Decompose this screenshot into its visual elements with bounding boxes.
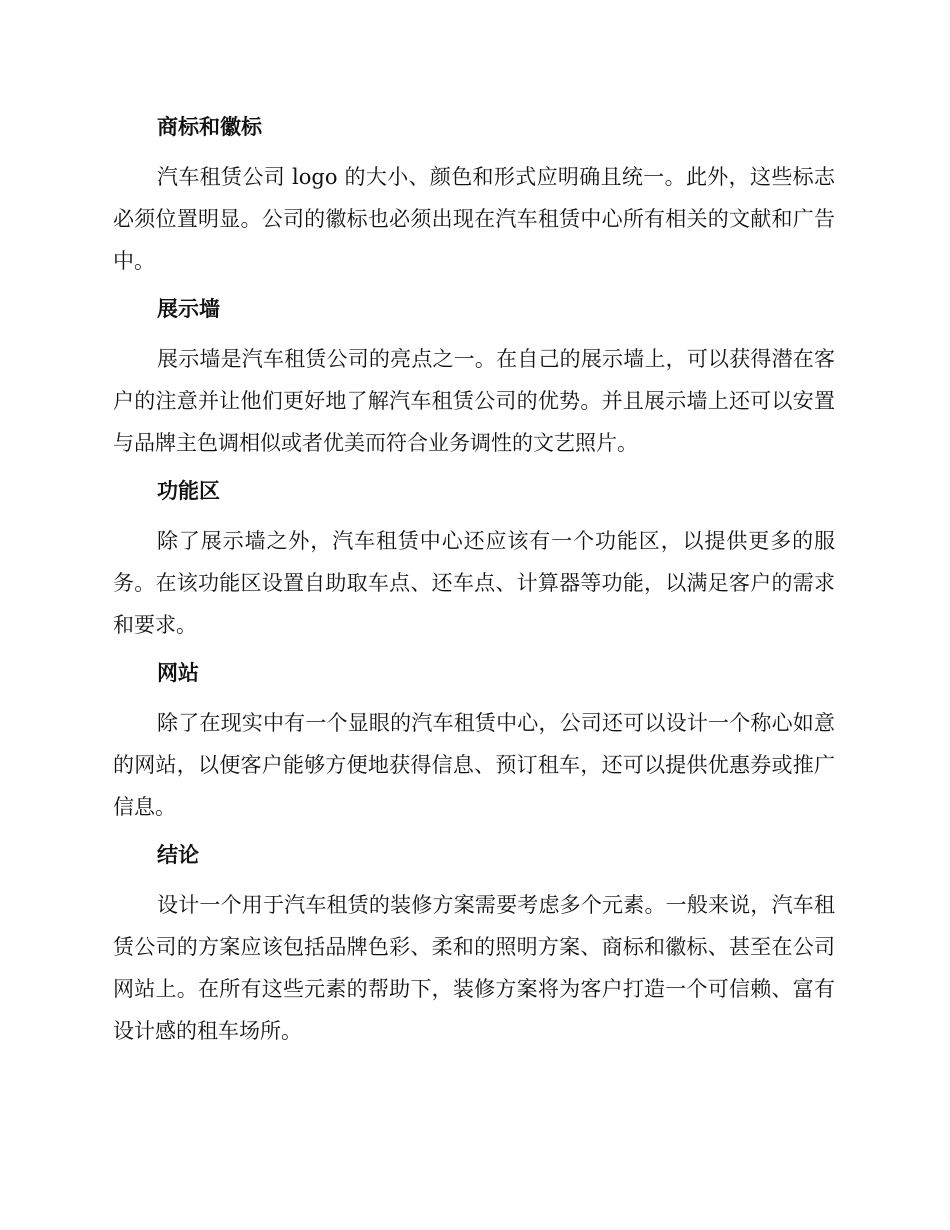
section-heading-logo: 商标和徽标	[157, 115, 262, 139]
section-paragraph-website: 除了在现实中有一个显眼的汽车租赁中心，公司还可以设计一个称心如意的网站，以便客户能够方便地获得信息、预订租车，还可以提供优惠券或推广信息。	[113, 711, 835, 819]
section-heading-conclusion: 结论	[157, 843, 199, 867]
section-heading-website: 网站	[157, 661, 199, 685]
section-paragraph-function-area: 除了展示墙之外，汽车租赁中心还应该有一个功能区，以提供更多的服务。在该功能区设置自助取车点、还车点、计算器等功能，以满足客户的需求和要求。	[113, 529, 835, 637]
section-paragraph-logo: 汽车租赁公司 logo 的大小、颜色和形式应明确且统一。此外，这些标志必须位置明显。公司的徽标也必须出现在汽车租赁中心所有相关的文献和广告中。	[113, 165, 835, 273]
section-paragraph-display-wall: 展示墙是汽车租赁公司的亮点之一。在自己的展示墙上，可以获得潜在客户的注意并让他们更好地了解汽车租赁公司的优势。并且展示墙上还可以安置与品牌主色调相似或者优美而符合业务调性的文艺照片。	[113, 347, 835, 455]
section-heading-function-area: 功能区	[157, 479, 220, 503]
document-body	[113, 108, 835, 1064]
section-paragraph-conclusion: 设计一个用于汽车租赁的装修方案需要考虑多个元素。一般来说，汽车租赁公司的方案应该包括品牌色彩、柔和的照明方案、商标和徽标、甚至在公司网站上。在所有这些元素的帮助下，装修方案将为客户打造一个可信赖、富有设计感的租车场所。	[113, 893, 835, 1043]
section-heading-display-wall: 展示墙	[157, 297, 220, 321]
